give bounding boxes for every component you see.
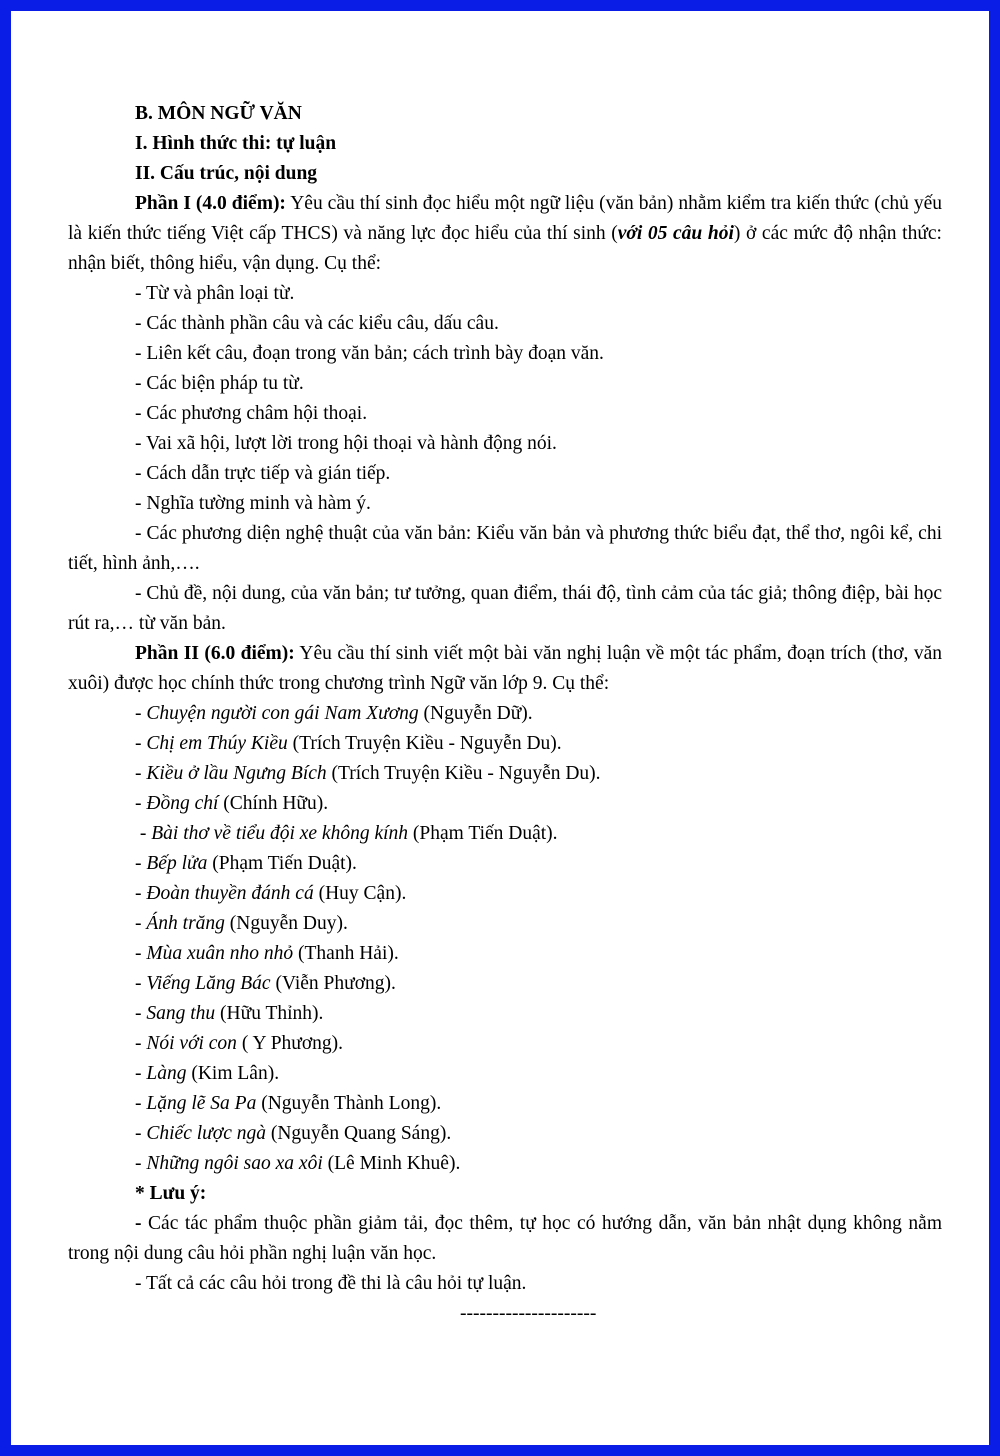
work-author: (Kim Lân). <box>186 1063 280 1084</box>
part1-label: Phần I (4.0 điểm): <box>135 193 286 214</box>
part1-item: - Liên kết câu, đoạn trong văn bản; cách trình bày đoạn văn. <box>135 343 604 364</box>
work-item <box>68 939 942 969</box>
work-author: (Lê Minh Khuê). <box>322 1153 461 1174</box>
part2-label: Phần II (6.0 điểm): <box>135 643 295 664</box>
work-dash: - <box>135 883 147 904</box>
work-title: Nói với con <box>146 1033 237 1054</box>
note-item: - Tất cả các câu hỏi trong đề thi là câu hỏi tự luận. <box>135 1273 527 1294</box>
work-title: Những ngôi sao xa xôi <box>146 1153 323 1174</box>
work-item <box>68 909 942 939</box>
structure-heading: II. Cấu trúc, nội dung <box>135 163 318 184</box>
work-item <box>68 1119 942 1149</box>
work-title: Làng <box>146 1063 187 1084</box>
work-dash: - <box>135 763 147 784</box>
work-dash: - <box>135 1093 147 1114</box>
work-dash: - <box>135 1063 147 1084</box>
work-dash: - <box>135 973 147 994</box>
work-dash: - <box>135 1153 147 1174</box>
work-item <box>68 1029 942 1059</box>
part1-paragraph <box>68 189 942 279</box>
work-item <box>68 849 942 879</box>
work-author: (Trích Truyện Kiều - Nguyễn Du). <box>287 733 562 754</box>
work-item <box>68 789 942 819</box>
work-title: Ánh trăng <box>146 913 225 934</box>
work-author: (Nguyễn Dữ). <box>418 703 533 724</box>
part2-paragraph <box>68 639 942 699</box>
work-author: (Chính Hữu). <box>218 793 329 814</box>
work-dash: - <box>135 703 147 724</box>
note-dash: - <box>135 1213 142 1234</box>
work-title: Đồng chí <box>146 793 219 814</box>
part1-intro-b: ) ở các mức độ nhận thức: nhận biết, thông hiểu, vận dụng. Cụ thể: <box>68 223 942 274</box>
work-author: (Hữu Thỉnh). <box>215 1003 324 1024</box>
work-dash: - <box>135 1003 147 1024</box>
section-title: B. MÔN NGỮ VĂN <box>135 103 302 124</box>
work-item <box>68 1059 942 1089</box>
work-author: (Huy Cận). <box>313 883 407 904</box>
work-author: (Thanh Hải). <box>293 943 399 964</box>
note-label: * Lưu ý: <box>135 1183 207 1204</box>
work-author: ( Y Phương). <box>236 1033 344 1054</box>
work-author: (Nguyễn Duy). <box>224 913 348 934</box>
work-dash: - <box>135 1033 147 1054</box>
work-item <box>68 759 942 789</box>
work-item <box>68 879 942 909</box>
part1-intro-a: Yêu cầu thí sinh đọc hiểu một ngữ liệu (văn bản) nhằm kiểm tra kiến thức (chủ yếu là kiến thức tiếng Việt cấp THCS) và năng lực đọc hiểu của thí sinh ( <box>68 193 942 244</box>
work-title: Viếng Lăng Bác <box>146 973 271 994</box>
work-title: Lặng lẽ Sa Pa <box>146 1093 257 1114</box>
document-body <box>68 99 942 1329</box>
work-author: (Phạm Tiến Duật). <box>207 853 357 874</box>
part1-item: - Chủ đề, nội dung, của văn bản; tư tưởng, quan điểm, thái độ, tình cảm của tác giả; thông điệp, bài học rút ra,… từ văn bản. <box>68 583 942 634</box>
work-author: (Phạm Tiến Duật). <box>408 823 558 844</box>
work-title: Chị em Thúy Kiều <box>146 733 288 754</box>
work-title: Mùa xuân nho nhỏ <box>146 943 294 964</box>
work-title: Chiếc lược ngà <box>146 1123 266 1144</box>
work-item <box>68 729 942 759</box>
work-dash: - <box>135 823 152 844</box>
work-item <box>68 1089 942 1119</box>
work-dash: - <box>135 913 147 934</box>
work-item <box>68 1149 942 1179</box>
work-title: Bếp lửa <box>146 853 208 874</box>
part1-item: - Cách dẫn trực tiếp và gián tiếp. <box>135 463 391 484</box>
work-title: Đoàn thuyền đánh cá <box>146 883 314 904</box>
work-item <box>68 999 942 1029</box>
end-separator: --------------------- <box>460 1303 597 1324</box>
work-dash: - <box>135 1123 147 1144</box>
part1-intro-emphasis: với 05 câu hỏi <box>617 223 734 244</box>
note-item <box>68 1209 942 1269</box>
work-dash: - <box>135 853 147 874</box>
work-item <box>68 969 942 999</box>
part2-intro: Yêu cầu thí sinh viết một bài văn nghị luận về một tác phẩm, đoạn trích (thơ, văn xuôi) được học chính thức trong chương trình Ngữ văn lớp 9. Cụ thể: <box>68 643 942 694</box>
works-list <box>68 699 942 1179</box>
work-title: Bài thơ về tiểu đội xe không kính <box>151 823 409 844</box>
work-author: (Trích Truyện Kiều - Nguyễn Du). <box>326 763 601 784</box>
work-dash: - <box>135 943 147 964</box>
work-author: (Nguyễn Thành Long). <box>256 1093 442 1114</box>
part1-item: - Các phương diện nghệ thuật của văn bản: Kiểu văn bản và phương thức biểu đạt, thể thơ, ngôi kể, chi tiết, hình ảnh,…. <box>68 523 942 574</box>
part1-item: - Vai xã hội, lượt lời trong hội thoại và hành động nói. <box>135 433 557 454</box>
work-item <box>68 699 942 729</box>
part1-item: - Các thành phần câu và các kiểu câu, dấu câu. <box>135 313 499 334</box>
part1-item: - Nghĩa tường minh và hàm ý. <box>135 493 371 514</box>
exam-form-heading: I. Hình thức thi: tự luận <box>135 133 337 154</box>
work-title: Sang thu <box>146 1003 216 1024</box>
work-author: (Nguyễn Quang Sáng). <box>265 1123 452 1144</box>
part1-item: - Các phương châm hội thoại. <box>135 403 368 424</box>
work-author: (Viễn Phương). <box>270 973 396 994</box>
note-text: Các tác phẩm thuộc phần giảm tải, đọc thêm, tự học có hướng dẫn, văn bản nhật dụng không nằm trong nội dung câu hỏi phần nghị luận văn học. <box>68 1213 942 1264</box>
work-title: Kiều ở lầu Ngưng Bích <box>146 763 327 784</box>
work-item <box>68 819 942 849</box>
work-dash: - <box>135 733 147 754</box>
work-title: Chuyện người con gái Nam Xương <box>146 703 419 724</box>
work-dash: - <box>135 793 147 814</box>
part1-item: - Từ và phân loại từ. <box>135 283 295 304</box>
part1-item: - Các biện pháp tu từ. <box>135 373 304 394</box>
